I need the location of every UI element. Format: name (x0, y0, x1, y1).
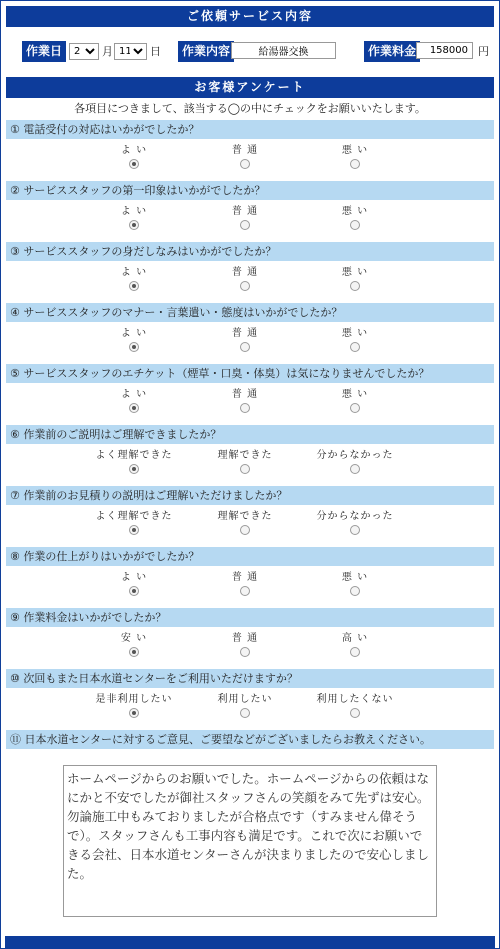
comment-question (6, 730, 494, 749)
question-item (6, 425, 494, 486)
radio-button[interactable] (240, 159, 250, 169)
answer-options (6, 139, 494, 181)
day-select[interactable] (114, 43, 147, 60)
date-label: 作業日 (22, 41, 66, 62)
answer-option[interactable] (79, 450, 189, 477)
answer-option[interactable] (300, 206, 410, 233)
answer-option-label: 普 通 (231, 389, 259, 400)
answer-option[interactable] (300, 511, 410, 538)
answer-option-label: 普 通 (231, 206, 259, 217)
radio-button[interactable] (129, 403, 139, 413)
answer-options (6, 383, 494, 425)
answer-options (6, 627, 494, 669)
radio-button[interactable] (129, 525, 139, 535)
survey-title-bar: お客様アンケート (6, 77, 494, 98)
answer-option[interactable] (190, 633, 300, 660)
answer-option[interactable] (300, 450, 410, 477)
question-text: ⑤ サービススタッフのエチケット（煙草・口臭・体臭）は気になりませんでしたか？ (6, 364, 494, 383)
answer-option[interactable] (190, 267, 300, 294)
answer-option-label: 悪 い (341, 267, 369, 278)
question-item (6, 669, 494, 730)
answer-option[interactable] (190, 511, 300, 538)
question-text: ⑧ 作業の仕上がりはいかがでしたか？ (6, 547, 494, 566)
question-text: ⑩ 次回もまた日本水道センターをご利用いただけますか？ (6, 669, 494, 688)
fee-label: 作業料金 (364, 41, 420, 62)
question-text: ④ サービススタッフのマナー・言葉遣い・態度はいかがでしたか？ (6, 303, 494, 322)
survey-intro: 各項目につきまして、該当する◯の中にチェックをお願いいたします。 (74, 102, 426, 115)
answer-option-label: 理解できた (217, 450, 273, 461)
radio-button[interactable] (350, 403, 360, 413)
question-text: ⑥ 作業前のご説明はご理解できましたか？ (6, 425, 494, 444)
question-text: ③ サービススタッフの身だしなみはいかがでしたか？ (6, 242, 494, 261)
answer-option-label: 悪 い (341, 206, 369, 217)
answer-options (6, 200, 494, 242)
comment-textarea[interactable] (63, 765, 437, 917)
radio-button[interactable] (129, 220, 139, 230)
radio-button[interactable] (350, 708, 360, 718)
answer-options (6, 505, 494, 547)
service-info (6, 27, 494, 77)
answer-option[interactable] (300, 633, 410, 660)
question-item (6, 303, 494, 364)
answer-option[interactable] (79, 328, 189, 355)
radio-button[interactable] (350, 464, 360, 474)
radio-button[interactable] (350, 281, 360, 291)
fee-unit: 円 (478, 45, 489, 58)
answer-option-label: よく理解できた (95, 450, 173, 461)
question-list (1, 120, 499, 730)
answer-option[interactable] (79, 633, 189, 660)
radio-button[interactable] (240, 220, 250, 230)
radio-button[interactable] (350, 159, 360, 169)
day-unit: 日 (150, 45, 161, 58)
question-text: ① 電話受付の対応はいかがでしたか？ (6, 120, 494, 139)
answer-option[interactable] (190, 450, 300, 477)
answer-option-label: よ い (120, 206, 148, 217)
question-item (6, 242, 494, 303)
answer-option-label: 普 通 (231, 267, 259, 278)
radio-button[interactable] (240, 647, 250, 657)
answer-option-label: よ い (120, 267, 148, 278)
radio-button[interactable] (350, 525, 360, 535)
radio-button[interactable] (240, 525, 250, 535)
answer-option-label: 普 通 (231, 572, 259, 583)
content-label: 作業内容 (178, 41, 234, 62)
radio-button[interactable] (129, 342, 139, 352)
answer-option-label: 悪 い (341, 389, 369, 400)
radio-button[interactable] (350, 647, 360, 657)
answer-option[interactable] (300, 267, 410, 294)
answer-option-label: 分からなかった (316, 511, 394, 522)
question-item (6, 486, 494, 547)
answer-option-label: 利用したくない (316, 694, 394, 705)
radio-button[interactable] (240, 708, 250, 718)
answer-option[interactable] (300, 694, 410, 721)
answer-option[interactable] (79, 206, 189, 233)
answer-option[interactable] (190, 694, 300, 721)
comment-question-text: ⑪ 日本水道センターに対するご意見、ご要望などがございましたらお教えください。 (6, 730, 494, 749)
radio-button[interactable] (350, 220, 360, 230)
radio-button[interactable] (129, 708, 139, 718)
answer-options (6, 322, 494, 364)
question-text: ⑨ 作業料金はいかがでしたか？ (6, 608, 494, 627)
radio-button[interactable] (129, 586, 139, 596)
answer-option[interactable] (79, 267, 189, 294)
answer-options (6, 688, 494, 730)
radio-button[interactable] (350, 586, 360, 596)
question-text: ⑦ 作業前のお見積りの説明はご理解いただけましたか？ (6, 486, 494, 505)
answer-option-label: 普 通 (231, 633, 259, 644)
answer-option[interactable] (79, 572, 189, 599)
radio-button[interactable] (129, 281, 139, 291)
radio-button[interactable] (129, 464, 139, 474)
radio-button[interactable] (350, 342, 360, 352)
answer-option[interactable] (79, 694, 189, 721)
answer-option[interactable] (300, 328, 410, 355)
answer-option[interactable] (190, 145, 300, 172)
answer-option[interactable] (79, 389, 189, 416)
answer-option-label: よ い (120, 328, 148, 339)
question-item (6, 547, 494, 608)
answer-option[interactable] (300, 572, 410, 599)
fee-input[interactable] (416, 42, 473, 59)
answer-option-label: よ い (120, 389, 148, 400)
answer-option-label: 是非利用したい (95, 694, 173, 705)
answer-option[interactable] (190, 206, 300, 233)
radio-button[interactable] (129, 647, 139, 657)
radio-button[interactable] (240, 464, 250, 474)
answer-options (6, 566, 494, 608)
answer-option-label: 安 い (120, 633, 148, 644)
answer-option-label: 利用したい (217, 694, 273, 705)
question-item (6, 608, 494, 669)
radio-button[interactable] (240, 281, 250, 291)
question-text: ② サービススタッフの第一印象はいかがでしたか？ (6, 181, 494, 200)
answer-option[interactable] (300, 145, 410, 172)
answer-option-label: 普 通 (231, 145, 259, 156)
answer-option[interactable] (79, 145, 189, 172)
radio-button[interactable] (240, 342, 250, 352)
answer-options (6, 261, 494, 303)
answer-option[interactable] (79, 511, 189, 538)
answer-option-label: よく理解できた (95, 511, 173, 522)
answer-option[interactable] (190, 389, 300, 416)
answer-option-label: 理解できた (217, 511, 273, 522)
answer-option[interactable] (190, 572, 300, 599)
answer-option-label: 高 い (341, 633, 369, 644)
question-item (6, 120, 494, 181)
answer-option-label: 分からなかった (316, 450, 394, 461)
answer-option[interactable] (190, 328, 300, 355)
month-select[interactable] (69, 43, 99, 60)
content-input[interactable] (231, 42, 336, 59)
answer-option-label: よ い (120, 145, 148, 156)
footer-bar (5, 936, 495, 949)
service-title-bar: ご依頼サービス内容 (6, 6, 494, 27)
answer-options (6, 444, 494, 486)
month-unit: 月 (102, 45, 113, 58)
radio-button[interactable] (240, 586, 250, 596)
question-item (6, 364, 494, 425)
answer-option-label: 悪 い (341, 328, 369, 339)
answer-option[interactable] (300, 389, 410, 416)
radio-button[interactable] (240, 403, 250, 413)
answer-option-label: 普 通 (231, 328, 259, 339)
answer-option-label: よ い (120, 572, 148, 583)
answer-option-label: 悪 い (341, 145, 369, 156)
question-item (6, 181, 494, 242)
answer-option-label: 悪 い (341, 572, 369, 583)
radio-button[interactable] (129, 159, 139, 169)
